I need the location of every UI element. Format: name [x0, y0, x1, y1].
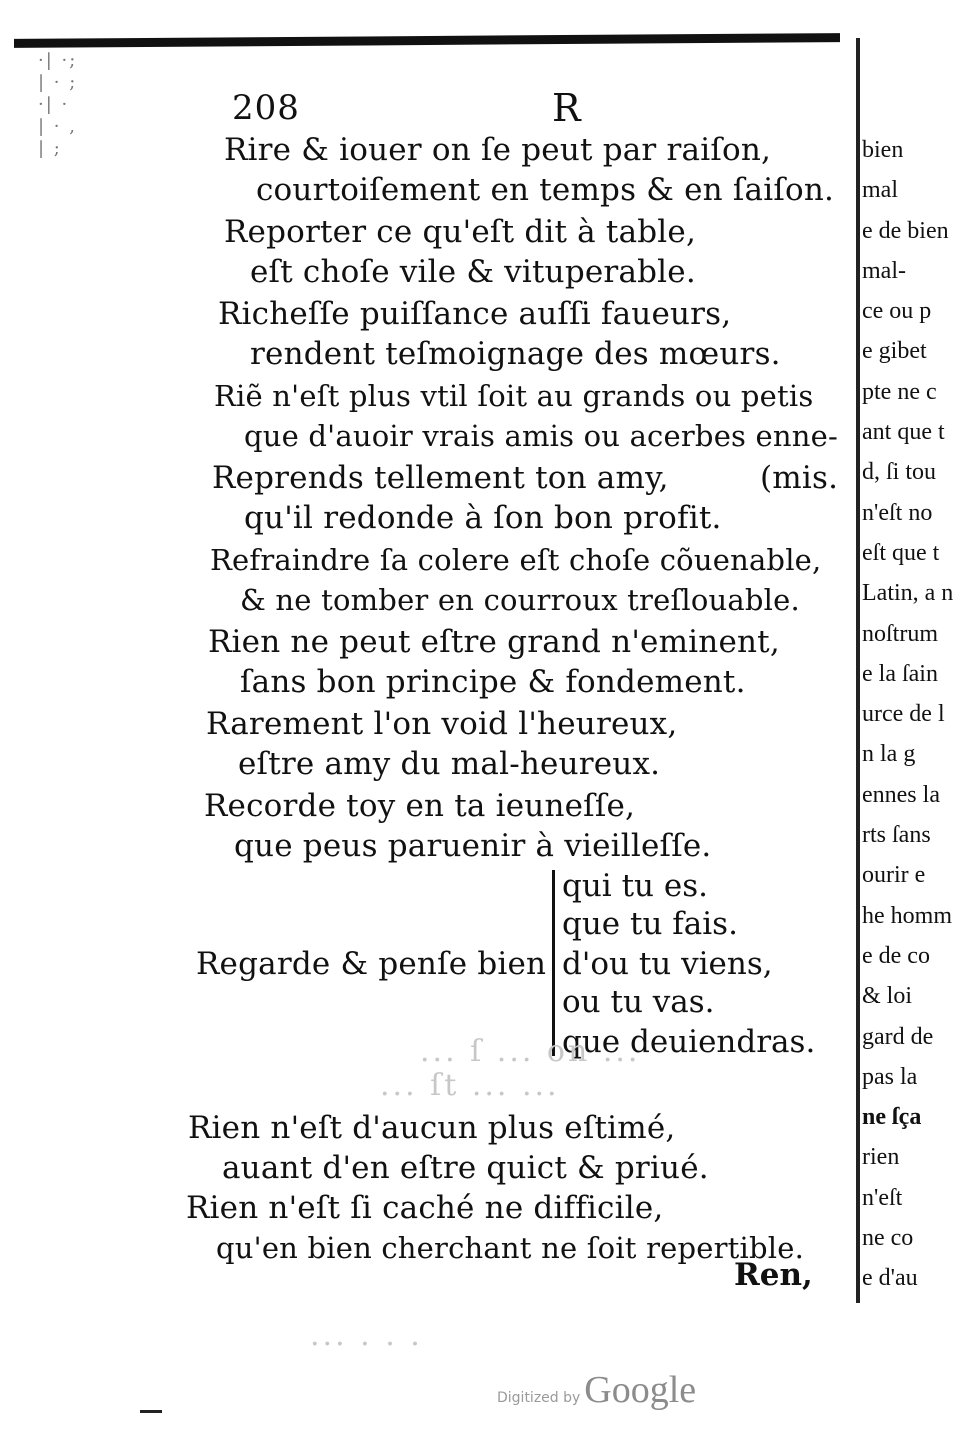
facing-margin-line: eſt que t [862, 539, 940, 566]
verse-line: rendent teſmoignage des mœurs. [250, 336, 781, 372]
verse-line: Rien ne peut eſtre grand n'eminent, [208, 624, 780, 660]
catchword: Ren, [734, 1257, 813, 1293]
facing-margin-line: noſtrum [862, 620, 938, 647]
verse-continuation: (mis. [760, 460, 839, 496]
facing-page-rule [856, 38, 860, 1303]
verse-line: Rire & iouer on ſe peut par raiſon, [224, 132, 772, 168]
verse-line: Richeſſe puiſſance auſſi faueurs, [218, 296, 732, 332]
facing-margin-line: pas la [862, 1063, 918, 1090]
digitized-watermark [497, 1368, 696, 1412]
verse-line: Rarement l'on void l'heureux, [206, 706, 678, 742]
digitized-label: Digitized by [497, 1390, 581, 1406]
bracket-brace [552, 870, 555, 1056]
facing-margin-line: ce ou p [862, 298, 932, 325]
bleed-through-text: ... . . . [310, 1318, 423, 1353]
facing-margin-line: e de bien [862, 217, 949, 244]
facing-margin-line: rts ſans [862, 822, 931, 849]
facing-margin-line: Latin, a n [862, 580, 953, 607]
verse-line: Recorde toy en ta ieuneſſe, [204, 788, 636, 824]
verse-line: qu'il redonde à ſon bon profit. [244, 500, 722, 536]
facing-margin-line: e de co [862, 942, 930, 969]
verse-line: auant d'en eſtre quict & priué. [222, 1150, 709, 1186]
verse-line: qu'en bien cherchant ne ſoit repertible. [216, 1231, 805, 1265]
bracket-item: que tu fais. [562, 906, 738, 942]
facing-margin-line: mal [862, 177, 898, 204]
top-border-rule [14, 33, 840, 48]
facing-margin-line: n'eſt no [862, 499, 933, 526]
verse-line: que d'auoir vrais amis ou acerbes enne- [244, 419, 839, 453]
facing-margin-line: e gibet [862, 338, 927, 365]
facing-margin-line: e la ſain [862, 660, 938, 687]
bracket-item: que deuiendras. [562, 1024, 816, 1060]
facing-margin-line: n la g [862, 741, 916, 768]
facing-margin-line: ne ſça [862, 1104, 922, 1131]
facing-margin-line: rien [862, 1144, 900, 1171]
verse-line: Reporter ce qu'eſt dit à table, [224, 214, 697, 250]
facing-margin-line: pte ne c [862, 378, 937, 405]
facing-margin-line: bien [862, 137, 904, 163]
google-logo-text: Google [584, 1369, 697, 1411]
facing-margin-line: e d'au [862, 1265, 918, 1292]
page-number: 208 [232, 88, 300, 128]
verse-line: que peus paruenir à vieilleſſe. [234, 828, 712, 864]
facing-margin-line: ourir e [862, 862, 926, 889]
verse-line: courtoiſement en temps & en ſaiſon. [256, 172, 835, 208]
facing-margin-line: n'eſt [862, 1184, 903, 1211]
facing-margin-line: & loi [862, 983, 913, 1010]
verse-line: ſans bon principe & fondement. [240, 664, 746, 700]
facing-margin-line: d, ſi tou [862, 459, 937, 486]
bracket-item: ou tu vas. [562, 984, 715, 1020]
verse-line: eſtre amy du mal-heureux. [238, 746, 661, 782]
verse-line: Reprends tellement ton amy, [212, 460, 669, 496]
left-margin-marks: ·| ·; | · ; ·| · | · , | ; [38, 50, 78, 159]
facing-margin-line: he homm [862, 902, 952, 929]
verse-line: & ne tomber en courroux treſlouable. [240, 583, 800, 617]
facing-margin-line: ant que t [862, 419, 945, 446]
verse-line: Rien n'eſt ſi caché ne difficile, [186, 1190, 664, 1226]
verse-line: eſt choſe vile & vituperable. [250, 254, 696, 290]
facing-margin-line: urce de l [862, 701, 945, 728]
facing-page-margin [862, 130, 953, 1299]
facing-margin-line: ennes la [862, 781, 940, 808]
facing-margin-line: mal- [862, 257, 906, 284]
bracket-item: d'ou tu viens, [562, 946, 773, 982]
facing-margin-line: ne co [862, 1225, 914, 1252]
bleed-through-text: ... ſt ... ... [380, 1068, 560, 1103]
running-head: R [552, 86, 581, 130]
bracket-lead: Regarde & penſe bien [196, 946, 547, 982]
bottom-dash-mark [140, 1410, 162, 1413]
facing-margin-line: gard de [862, 1023, 934, 1050]
verse-line: Rien n'eſt d'aucun plus eſtimé, [188, 1110, 676, 1146]
bleed-through-text: ... ſ ... on ... [420, 1034, 641, 1069]
verse-line: Riẽ n'eſt plus vtil ſoit au grands ou petis [214, 379, 814, 413]
bracket-item: qui tu es. [562, 868, 708, 904]
verse-line: Refraindre ſa colere eſt choſe cõuenable, [210, 543, 822, 577]
